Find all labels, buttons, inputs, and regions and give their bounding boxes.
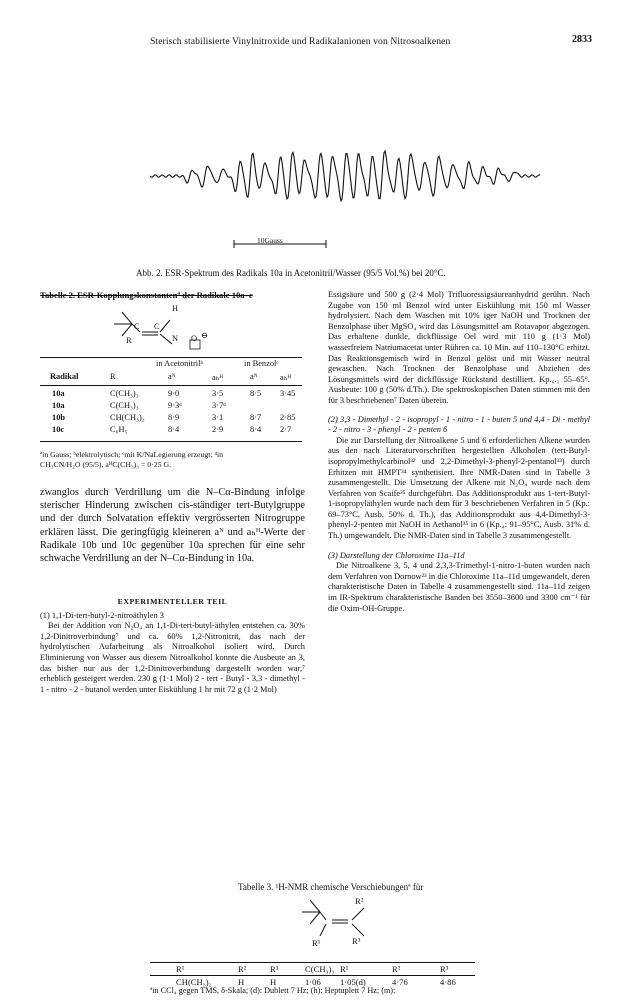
table2-col-radikal: Radikal [50, 372, 79, 381]
table2-cell: 3·5 [212, 389, 224, 398]
table2-cell: 2·9 [212, 425, 224, 434]
structure-n: N [172, 334, 179, 343]
subsection-3: (3) Darstellung der Chloroxime 11a–11d [328, 550, 465, 560]
table2-cell: C(CH₃)₃ [110, 401, 139, 410]
table2-cell: 2·85 [280, 413, 296, 422]
paragraph-experimental-1: Bei der Addition von N₂O₄ an 1,1-Di-tert-butyl-äthylen entstehen ca. 30% 1,2-Dinitroverbindung⁷ und ca. 60% 1,2-Nitronitrit, das nach der hydrolytischen Aufarbeitung als Nitroalkohol isoliert wird. Durch Eliminierung von Wasser aus diesem Nitroalkohol konnte die Ausbeute an 3, das bisher nur aus der 1,2-Dinitroverbindung dargestellt worden war,⁷ erheblich gesteigert werden. 230 g (1·1 Mol) 2 - tert - Butyl - 3,3 - dimethyl - 1 - nitro - 2 - butanol werden unter Eiskühlung 1 hr mit 72 g (1·2 Mol) [40, 621, 305, 694]
table2-cell: 3·45 [280, 389, 296, 398]
table3-header: R¹ [340, 964, 349, 974]
table2-rule-mid [40, 385, 302, 386]
table2-cell: 3·1 [212, 413, 224, 422]
table2-cell: 8·5 [250, 389, 262, 398]
table2-group-benzol: in Benzolᶜ [244, 359, 279, 368]
table2-cell: 10a [52, 401, 65, 410]
page-number: 2833 [572, 34, 592, 45]
subsection-1: (1) 1,1-Di-tert-butyl-2-nitroäthylen 3 [40, 610, 164, 620]
table3-cell: 4·76 [392, 977, 408, 987]
table3-cell: 1·05(d) [340, 977, 366, 987]
paragraph-right-1: Essigsäure und 500 g (2·4 Mol) Trifluoressigsäureanhydrid gerührt. Nach Zugabe von 150 ml Benzol wird unter Eiskühlung mit 150 ml Wasser hydrolysiert. Nach dem Waschen mit 10% iger NaOH und Trocknen der Benzolphase über MgSO₄ wird das Lösungsmittel am Rotavapor abgezogen. Das erhaltene dunkle, dickflüssige Oel wird mit 110 g (1·3 Mol) wasserfreiem Natriumacetat unter Rühren ca. 10 Min. auf 110–130°C erhitzt. Das Reaktionsgemisch wird in Benzol gelöst und mit Wasser neutral gewaschen. Nach Trocknen der Benzolphase und Abziehen des Lösungsmittels wird der dickflüssige Rückstand destilliert. Kp.₀.₁ 55–65°. Ausbeute: 100 g (50% d.Th.). Die spektroskopischen Daten stimmen mit den für 3 beschriebenen⁷ Daten überein. [328, 290, 590, 405]
table3-rule-mid [150, 975, 475, 976]
table2-col-aN-acn: aᴺ [168, 372, 176, 381]
table2-cell: 9·0 [168, 389, 180, 398]
table3-cell: H [238, 977, 245, 987]
left-column-experimental [40, 597, 305, 695]
table2-cell: CH(CH₃)₂ [110, 413, 145, 422]
table3-header: R³ [440, 964, 449, 974]
structure-h: H [172, 304, 179, 313]
table3-cell: CH(CH₃)₂ [176, 977, 212, 987]
esr-spectrum-figure [150, 58, 540, 268]
table2-cell: 10b [52, 413, 66, 422]
structure3-r2: R² [355, 896, 364, 906]
esr-spectrum-trace [150, 151, 540, 201]
table2-cell: 9·3ᵈ [168, 401, 182, 410]
structure3-r1: R¹ [312, 938, 321, 948]
table2-cell: C(CH₃)₃ [110, 389, 139, 398]
table2-cell: 3·7ᵈ [212, 401, 226, 410]
subsection-2: (2) 3,3 - Dimethyl - 2 - isopropyl - 1 - nitro - 1 - buten 5 und 4,4 - Di - methyl - 2 - nitro - 3 - phenyl - 2 - penten 6 [328, 414, 590, 435]
running-title: Sterisch stabilisierte Vinylnitroxide und Radikalanionen von Nitrosoalkenen [150, 36, 451, 47]
table2-cell: 2·7 [280, 425, 292, 434]
table2-cell: 8·7 [250, 413, 262, 422]
table2-cell: 10a [52, 389, 65, 398]
structure-r: R [126, 336, 132, 345]
table2-cell: 8·9 [168, 413, 180, 422]
table2-footnote: ªin Gauss; ᵇelektrolytisch; ᶜmit K/NaLegierung erzeugt; ᵈin CH₃CN/H₂O (95/5), aᴴC(CH₃)₃ = 0·25 G. [40, 450, 224, 469]
section-heading: EXPERIMENTELLER TEIL [117, 597, 228, 606]
table3-header: R² [238, 964, 247, 974]
table3-caption: Tabelle 3. ¹H-NMR chemische Verschiebungenª für [238, 882, 424, 892]
table3-structure [290, 894, 410, 954]
table2-cell: 8·4 [250, 425, 262, 434]
paragraph-right-3: Die Nitroalkene 3, 5, 4 und 2,3,3-Trimethyl-1-nitro-1-buten wurden nach dem Verfahren von Dornow²³ in die Chloroxime 11a–11d umgewandelt, deren charakteristische Daten in Tabelle 4 zusammengestellt sind. 11a–11d zeigen im IR-Spektrum charakteristische Banden bei 3550–3600 und 3300 cm⁻¹ für die Oxim-OH-Gruppe. [328, 561, 590, 613]
table2-group-acetonitril: in Acetonitrilᵇ [156, 359, 204, 368]
table2-col-aH-bz: aₕᴴ [280, 373, 292, 382]
left-column-paragraph: zwanglos durch Verdrillung um die N–Cα-Bindung infolge sterischer Hinderung zwischen cis-ständiger tert-Butylgruppe und der durch Solvatation effektiv vergrösserten Nitrogruppe erklären lässt. Die geringfügig kleineren aᴺ und aₕᴴ-Werte der Radikale 10b und 10c gegenüber 10a sprechen für eine sehr schwache Verdrillung an der N–Cα-Bindung in 10a. [40, 487, 305, 565]
figure-caption: Abb. 2. ESR-Spektrum des Radikals 10a in Acetonitril/Wasser (95/5 Vol.%) bei 20°C. [136, 268, 446, 278]
table2-col-r: R [110, 372, 116, 381]
table3-rule-top [150, 962, 475, 963]
table3-header: R¹ [176, 964, 185, 974]
table2-cell: C₆H₅ [110, 425, 128, 434]
table3-cell: H [270, 977, 277, 987]
structure-charge: ⊖ [201, 331, 209, 340]
structure3-r3: R³ [352, 936, 361, 946]
table2-cell: 10c [52, 425, 65, 434]
table2-rule-bottom [40, 441, 302, 442]
paragraph-right-2: Die zur Darstellung der Nitroalkene 5 und 6 erforderlichen Alkene wurden aus den nach Literaturvorschriften hergestellten Alkoholen (tert-Butyl-isopropylmethylcarbinol³² und 2,2-Dimethyl-3-phenyl-2-pentanol³³) durch Erhitzen mit HMPT³⁴ synthetisiert. Ihre NMR-Daten sind in Tabelle 3 zusammengestellt. Die Umsetzung der Alkene mit N₂O₄ wurde nach dem Verfahren von Scaife³⁵ durchgeführt. Das Additionsprodukt aus 1-tert-Butyl-1-isopropyläthylen wurde nach dem für 3 beschriebenen Verfahren in 5 (Kp.: 69–73°C, Ausb. 50% d. Th.), das Additionsprodukt aus 4,4-Dimethyl-3-phenyl-2-penten mit NaOH in Aethanol³⁵ in 6 (Kp.₄: 91–95°C, Ausb. 31% d. Th.) umgewandelt. Die NMR-Daten sind in Tabelle 3 zusammengestellt. [328, 435, 590, 541]
table2-title: Tabelle 2. ESR-Kopplungskonstantenª der Radikale 10a–c [40, 290, 253, 300]
table3-header: R³ [270, 964, 279, 974]
structure-carbon-c2: C [154, 322, 160, 331]
table2-col-aN-bz: aᴺ [250, 372, 258, 381]
table2-rule-top [40, 357, 302, 358]
table2-cell: 8·4 [168, 425, 180, 434]
table3-footnote: ªin CCl₄ gegen TMS, δ-Skala; (d): Dublett 7 Hz; (h): Heptuplett 7 Hz; (m): [150, 986, 396, 995]
structure-o: O [191, 334, 198, 343]
right-column [328, 290, 590, 614]
table3-header: C(CH₃)₃ [305, 964, 335, 974]
scale-label: 10Gauss [257, 236, 283, 245]
table3-cell: 4·86 [440, 977, 456, 987]
table3-cell: 1·06 [305, 977, 321, 987]
structure-carbon-c1: C [134, 322, 140, 331]
table2-col-aH-acn: aₕᴴ [212, 373, 224, 382]
table3-header: R² [392, 964, 401, 974]
